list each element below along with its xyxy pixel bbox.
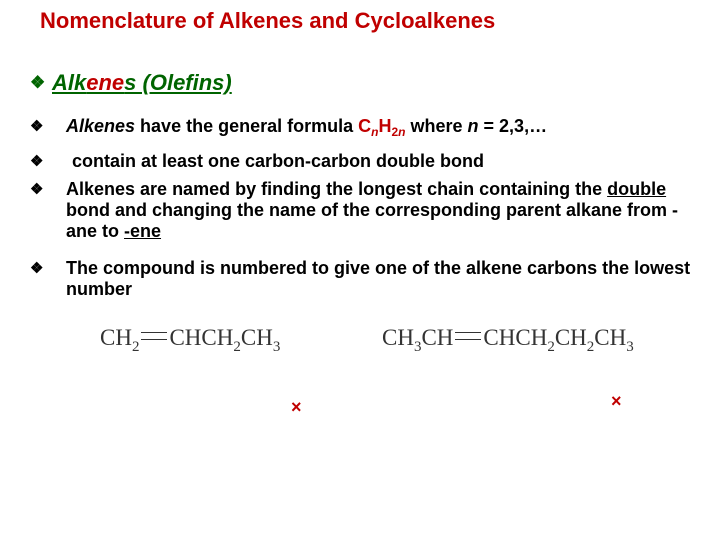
heading-text: Alkenes (Olefins) xyxy=(52,70,232,95)
diamond-bullet-icon: ❖ xyxy=(30,181,44,198)
double-bond-icon xyxy=(141,332,167,340)
diamond-bullet-icon: ❖ xyxy=(30,260,44,277)
bullet-double-bond: ❖ contain at least one carbon-carbon double bond xyxy=(30,151,485,171)
section-heading xyxy=(30,70,232,96)
cross-mark-icon: × xyxy=(291,397,302,417)
cross-mark-icon: × xyxy=(611,391,622,411)
bullet-general-formula: ❖ Alkenes have the general formula $C_nH_{2n}$ where n = 2,3,… xyxy=(30,116,548,139)
formula-hexene: $CH_3CH$ $CHCH_2CH_2CH_3$ xyxy=(382,325,634,355)
general-formula: $C_nH_{2n}$ xyxy=(358,116,406,139)
bullet-numbering-rule: ❖ The compound is numbered to give one of the alkene carbons the lowest number xyxy=(30,258,691,299)
diamond-bullet-icon: ❖ xyxy=(30,73,46,92)
double-bond-icon xyxy=(455,332,481,340)
diamond-bullet-icon: ❖ xyxy=(30,118,44,135)
bullet-naming-rule: ❖ Alkenes are named by finding the longest chain containing the double bond and changing the name of the corresponding parent alkane from -ane to -ene xyxy=(30,179,679,241)
diamond-bullet-icon: ❖ xyxy=(30,153,44,170)
formula-butene: $CH_2$ $CHCH_2CH_3$ xyxy=(100,325,281,355)
page-title: Nomenclature of Alkenes and Cycloalkenes xyxy=(40,8,496,33)
